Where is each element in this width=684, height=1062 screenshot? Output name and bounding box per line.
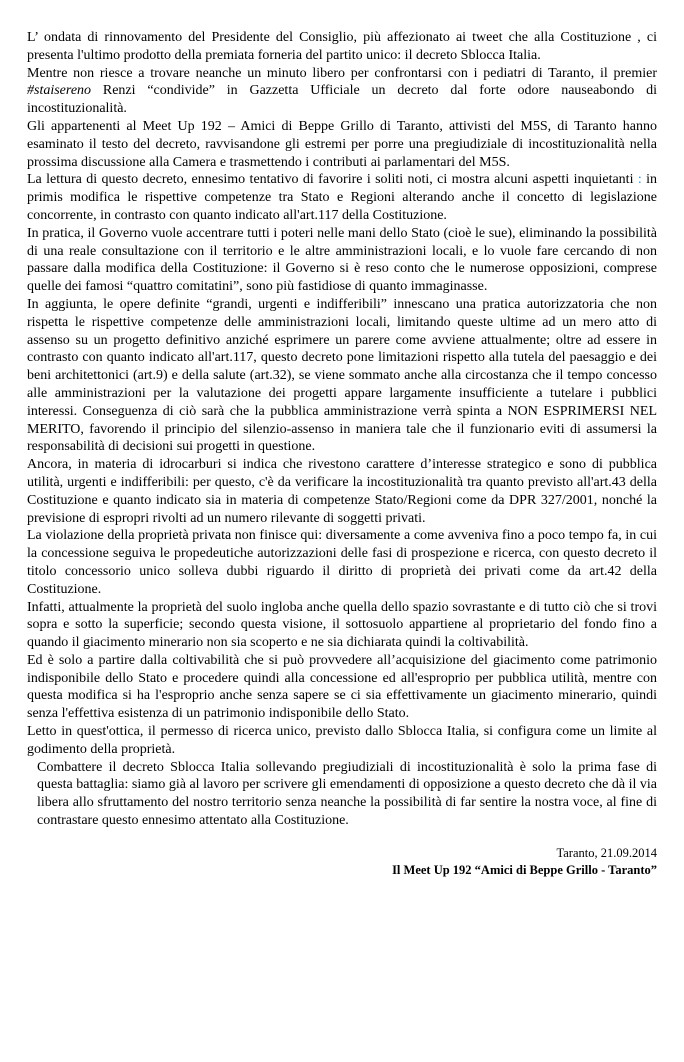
paragraph-premier-text-start: Mentre non riesce a trovare neanche un minuto libero per confrontarsi con i pediatri di Taranto, il premier [27, 65, 657, 81]
highlighted-colon: : [637, 172, 642, 188]
paragraph-governo: In pratica, il Governo vuole accentrare tutti i poteri nelle mani dello Stato (cioè le sue), eliminando la possibilità di una reale consultazione con il territorio e le altre amministrazioni locali, e lo vuole fare cercando di non passare dalla modifica della Costituzione: il Governo si è reso conto che le numerose opposizioni, comprese quelle dei famosi “quattro comitatini”, sono più fastidiose di quanto immaginasse. [27, 225, 657, 295]
paragraph-suolo: Infatti, attualmente la proprietà del suolo ingloba anche quella dello spazio sovrastante e di tutto ciò che si trovi sopra e sotto la superficie; secondo questa visione, il sottosuolo appartiene al proprietario del fondo fino a quando il giacimento minerario non sia scoperto e ne sia dichiarata quindi la coltivabilità. [27, 599, 657, 651]
paragraph-lettura-text-start: La lettura di questo decreto, ennesimo tentativo di favorire i soliti noti, ci mostra alcuni aspetti inquietanti [27, 172, 638, 188]
paragraph-opere: In aggiunta, le opere definite “grandi, urgenti e indifferibili” innescano una pratica autorizzatoria che non rispetta le rispettive competenze delle amministrazioni locali, limitando queste ultime ad un mero atto di assenso su un progetto definitivo anziché esprimere un parere come avviene attualmente; oltre ad essere in contrasto con quanto indicato all'art.117, questo decreto pone limitazioni rispetto alla tutela del paesaggio e dei beni architettonici (art.9) e della salute (art.32), se viene sommato anche alla circostanza che il tempo concesso alle amministrazioni per la valutazione dei progetti appare largamente insufficiente a tutelare i pubblici interessi. Conseguenza di ciò sarà che la pubblica amministrazione verrà spinta a NON ESPRIMERSI NEL MERITO, favorendo il principio del silenzio-assenso in maniera tale che il funzionario eviti di assumersi la responsabilità di decisioni sui progetti in questione. [27, 296, 657, 455]
paragraph-intro: L’ ondata di rinnovamento del Presidente del Consiglio, più affezionato ai tweet che alla Costituzione , ci presenta l'ultimo prodotto della premiata forneria del partito unico: il decreto Sblocca Italia. [27, 30, 657, 63]
paragraph-meetup: Gli appartenenti al Meet Up 192 – Amici di Beppe Grillo di Taranto, attivisti del M5S, di Taranto hanno esaminato il testo del decreto, ravvisandone gli estremi per porre una pregiudiziale di incostituzionalità nella prossima discussione alla Camera e trasmettendo i contributi ai parlamentari del M5S. [27, 118, 657, 170]
place-date: Taranto, 21.09.2014 [556, 845, 657, 860]
paragraph-premier [27, 65, 657, 118]
paragraph-lettura-text-end: in primis modifica le rispettive competenze tra Stato e Regioni alterando anche il concetto di legislazione concorrente, in contrasto con quanto indicato all'art.117 della Costituzione. [27, 172, 657, 223]
signature-block [27, 845, 657, 879]
signature-organization: Il Meet Up 192 “Amici di Beppe Grillo - Taranto” [392, 862, 657, 877]
paragraph-lettura [27, 171, 657, 224]
paragraph-conclusione: Combattere il decreto Sblocca Italia sollevando pregiudiziali di incostituzionalità è solo la prima fase di questa battaglia: siamo già al lavoro per scrivere gli emendamenti di opposizione a questo decreto che dà il via libera allo sfruttamento del nostro territorio senza neanche la possibilità di far sentire la nostra voce, al fine di contrastare questo ennesimo attentato alla Costituzione. [37, 759, 657, 829]
paragraph-permesso: Letto in quest'ottica, il permesso di ricerca unico, previsto dallo Sblocca Italia, si configura come un limite al godimento della proprietà. [27, 724, 657, 757]
hashtag-staisereno: #staisereno [27, 83, 92, 99]
paragraph-proprieta: La violazione della proprietà privata non finisce qui: diversamente a come avveniva fino a poco tempo fa, in cui la concessione seguiva le propedeutiche autorizzazioni delle fasi di prospezione e ricerca, con questo decreto il titolo concessorio unico solleva dubbi riguardo il diritto di proprietà dei privati come da art.42 della Costituzione. [27, 528, 657, 597]
paragraph-idrocarburi: Ancora, in materia di idrocarburi si indica che rivestono carattere d’interesse strategico e sono di pubblica utilità, urgenti e indifferibili: per questo, c'è da verificare la incostituzionalità tra quanto previsto all'art.43 della Costituzione e quanto indicato sia in materia di competenze Stato/Regioni come da DPR 327/2001, nonché la previsione di espropri rivolti ad un numero rilevante di soggetti privati. [27, 457, 657, 526]
paragraph-coltivabilita: Ed è solo a partire dalla coltivabilità che si può provvedere all’acquisizione del giacimento come patrimonio indisponibile dello Stato e procedere quindi alla concessione ed all'esproprio per pubblica utilità, mentre con questa modifica si ha l'esproprio anche senza sapere se ci sia effettivamente un giacimento minerario, quindi senza l'effettiva esistenza di un patrimonio indisponibile dello Stato. [27, 652, 657, 722]
document-page [27, 29, 657, 879]
paragraph-premier-text-end: Renzi “condivide” in Gazzetta Ufficiale un decreto dal forte odore nauseabondo di incostituzionalità. [27, 83, 657, 117]
